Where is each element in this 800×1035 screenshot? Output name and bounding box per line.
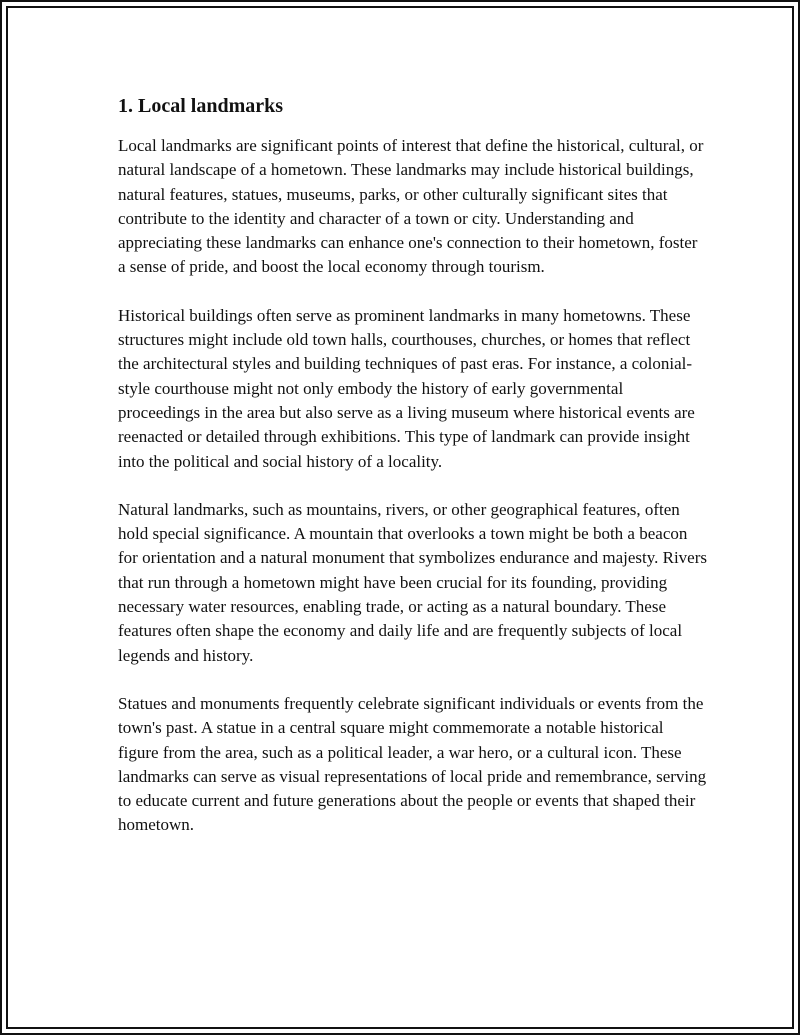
- paragraph-historical-buildings: Historical buildings often serve as prominent landmarks in many hometowns. These structures might include old town halls, courthouses, churches, or homes that reflect the architectural styles and building techniques of past eras. For instance, a colonial-style courthouse might not only embody the history of early governmental proceedings in the area but also serve as a living museum where historical events are reenacted or detailed through exhibitions. This type of landmark can provide insight into the political and social history of a locality.: [118, 305, 695, 471]
- paragraph-natural-landmarks: Natural landmarks, such as mountains, rivers, or other geographical features, often hold special significance. A mountain that overlooks a town might be both a beacon for orientation and a natural monument that symbolizes endurance and majesty. Rivers that run through a hometown might have been crucial for its founding, providing necessary water resources, enabling trade, or acting as a natural boundary. These features often shape the economy and daily life and are frequently subjects of local legends and history.: [118, 499, 707, 665]
- document-body: [118, 92, 708, 862]
- paragraph-statues-monuments: Statues and monuments frequently celebrate significant individuals or events from the town's past. A statue in a central square might commemorate a notable historical figure from the area, such as a political leader, a war hero, or a cultural icon. These landmarks can serve as visual representations of local pride and remembrance, serving to educate current and future generations about the people or events that shaped their hometown.: [118, 693, 707, 835]
- paragraph-intro: Local landmarks are significant points of interest that define the historical, cultural, or natural landscape of a hometown. These landmarks may include historical buildings, natural features, statues, museums, parks, or other culturally significant sites that contribute to the identity and character of a town or city. Understanding and appreciating these landmarks can enhance one's connection to their hometown, foster a sense of pride, and boost the local economy through tourism.: [118, 136, 704, 277]
- section-heading: 1. Local landmarks: [118, 95, 284, 117]
